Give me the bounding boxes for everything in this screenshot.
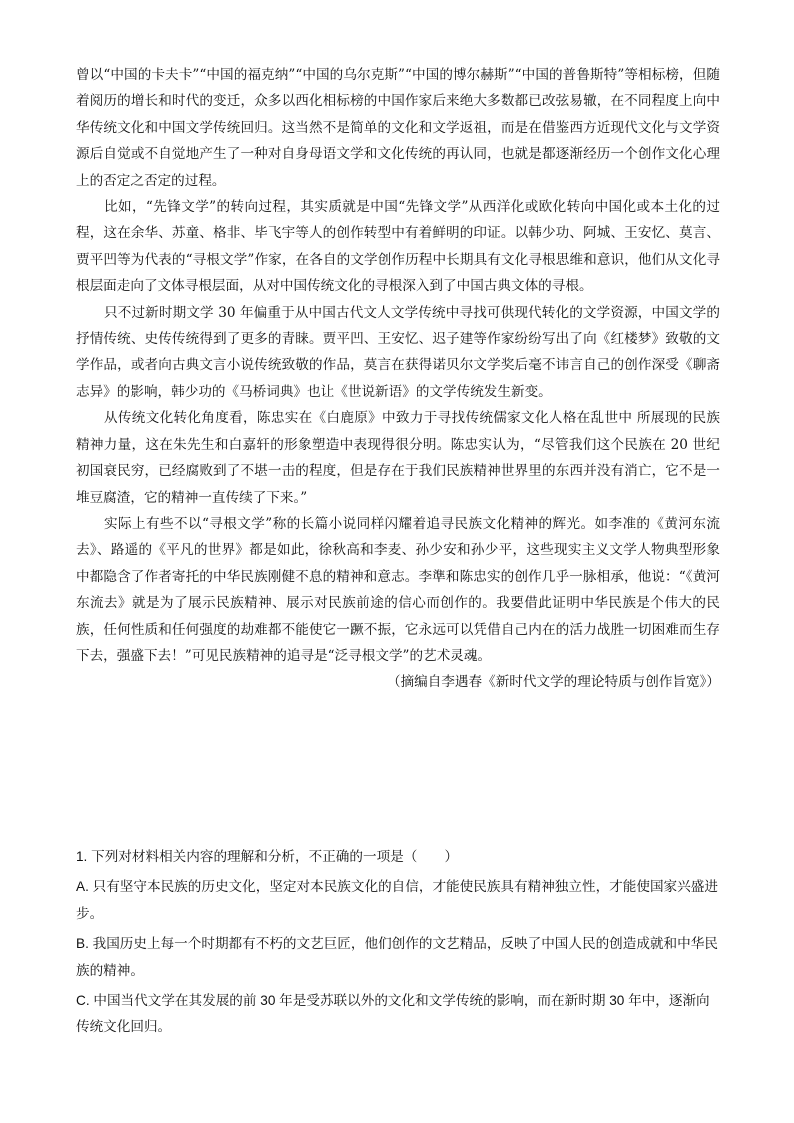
question-1-stem: 1. 下列对材料相关内容的理解和分析，不正确的一项是（ ） — [76, 849, 459, 864]
passage-paragraph-2: 比如，“先锋文学”的转向过程，其实质就是中国“先锋文学”从西洋化或欧化转向中国化或本土化的过程，这在余华、苏童、格非、毕飞宇等人的创作转型中有着鲜明的印证。以韩少功、阿城、王安忆、莫言、贾平凹等为代表的“寻根文学”作家，在各自的文学创作历程中长期具有文化寻根思维和意识，他们从文化寻根层面走向了文体寻根层面，从对中国传统文化的寻根深入到了中国古典文体的寻根。 — [76, 199, 720, 295]
passage-paragraph-5: 实际上有些不以“寻根文学”称的长篇小说同样闪耀着追寻民族文化精神的辉光。如李准的《黄河东流去》、路遥的《平凡的世界》都是如此，徐秋高和李麦、孙少安和孙少平，这些现实主义文学人物典型形象中都隐含了作者寄托的中华民族刚健不息的精神和意志。李準和陈忠实的创作几乎一脉相承，他说：“《黄河东流去》就是为了展示民族精神、展示对民族前途的信心而创作的。我要借此证明中华民族是个伟大的民族，任何性质和任何强度的劫难都不能使它一蹶不振，它永远可以凭借自己内在的活力战胜一切困难而生存下去，强盛下去！”可见民族精神的追寻是“泛寻根文学”的艺术灵魂。 — [76, 515, 720, 664]
passage-paragraph-3: 只不过新时期文学 30 年偏重于从中国古代文人文学传统中寻找可供现代转化的文学资源，中国文学的抒情传统、史传传统得到了更多的青睐。贾平凹、王安忆、迟子建等作家纷纷写出了向《红楼梦》致敬的文学作品，或者向古典文言小说传统致敬的作品，莫言在获得诺贝尔文学奖后毫不讳言自己的创作深受《聊斋志异》的影响，韩少功的《马桥词典》也让《世说新语》的文学传统发生新变。 — [76, 304, 720, 400]
reading-passage — [76, 62, 720, 696]
passage-paragraph-1: 曾以“中国的卡夫卡”“中国的福克纳”“中国的乌尔克斯”“中国的博尔赫斯”“中国的普鲁斯特”等相标榜，但随着阅历的增长和时代的变迁，众多以西化相标榜的中国作家后来绝大多数都已改弦易辙，在不同程度上向中华传统文化和中国文学传统回归。这当然不是简单的文化和文学返祖，而是在借鉴西方近现代文化与文学资源后自觉或不自觉地产生了一种对自身母语文学和文化传统的再认同，也就是都逐渐经历一个创作文化心理上的否定之否定的过程。 — [76, 67, 720, 189]
passage-source-citation: （摘编自李遇春《新时代文学的理论特质与创作旨宽》） — [386, 674, 720, 691]
option-c: C. 中国当代文学在其发展的前 30 年是受苏联以外的文化和文学传统的影响，而在新时期 30 年中，逐渐向传统文化回归。 — [76, 993, 710, 1035]
question-section — [76, 844, 720, 1045]
option-a: A. 只有坚守本民族的历史文化，坚定对本民族文化的自信，才能使民族具有精神独立性，才能使国家兴盛进步。 — [76, 879, 718, 921]
passage-paragraph-4: 从传统文化转化角度看，陈忠实在《白鹿原》中致力于寻找传统儒家文化人格在乱世中 所展现的民族精神力量，这在朱先生和白嘉轩的形象塑造中表现得很分明。陈忠实认为，“尽管我们这个民族在 20 世纪初国衰民穷，已经腐败到了不堪一击的程度，但是存在于我们民族精神世界里的东西并没有消亡，它不是一堆豆腐渣，它的精神一直传续了下来。” — [76, 410, 720, 506]
option-b: B. 我国历史上每一个时期都有不朽的文艺巨匠，他们创作的文艺精品，反映了中国人民的创造成就和中华民族的精神。 — [76, 936, 718, 978]
